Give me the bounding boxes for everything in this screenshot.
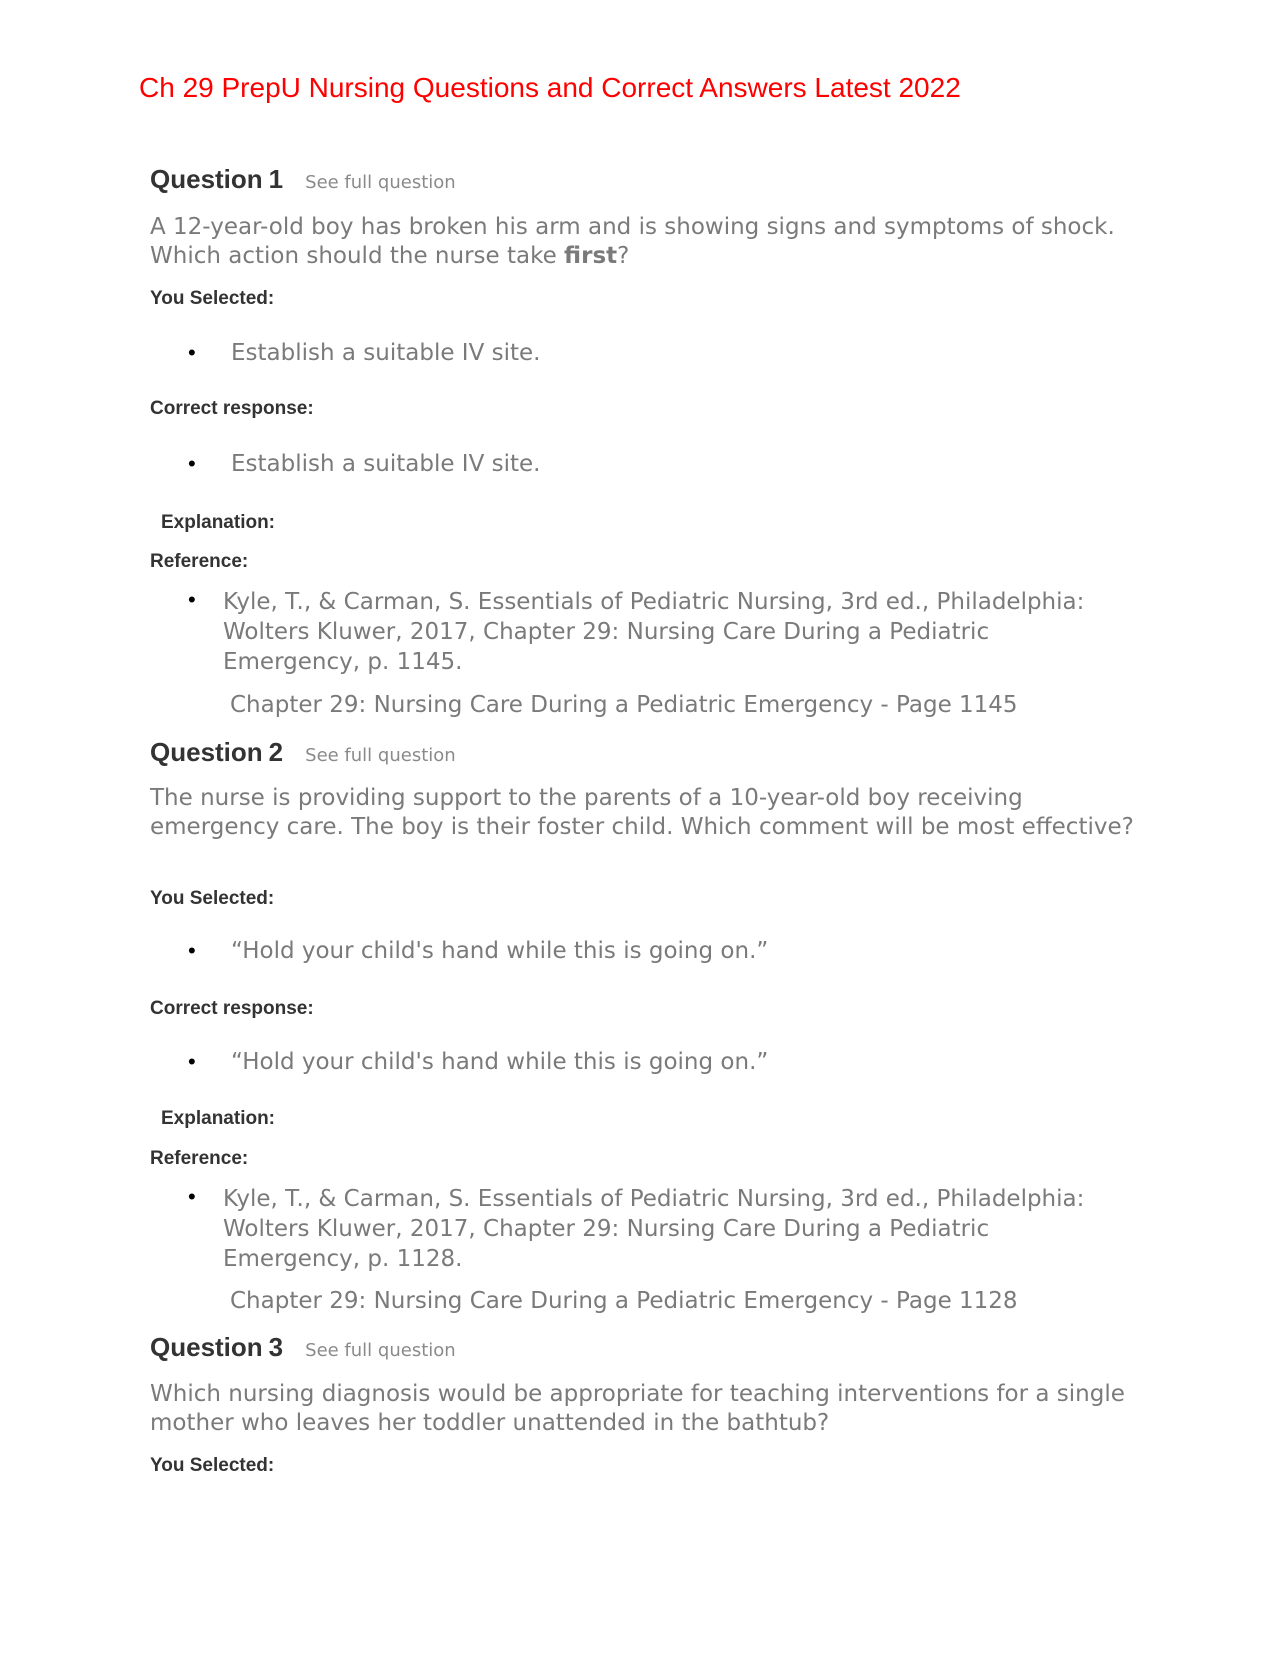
you-selected-label: You Selected: [150,888,275,909]
document-title: Ch 29 PrepU Nursing Questions and Correct Answers Latest 2022 [139,72,961,103]
bullet-icon: • [188,451,196,476]
bullet-icon: • [188,938,196,963]
reference-label: Reference: [150,1148,249,1169]
bullet-icon: • [188,587,196,612]
see-full-question-link[interactable]: See full question [305,172,456,193]
you-selected-label: You Selected: [150,1455,275,1476]
bullet-icon: • [188,1049,196,1074]
question-number: 3 [268,1332,284,1362]
question-number: 2 [268,737,284,767]
correct-response-label: Correct response: [150,398,314,419]
bullet-icon: • [188,1184,196,1209]
reference-text: Kyle, T., & Carman, S. Essentials of Pediatric Nursing, 3rd ed., Philadelphia: Wolters Kluwer, 2017, Chapter 29: Nursing Care During a Pediatric Emergency, p. 1128. [223,1186,1085,1272]
question-number: 1 [268,164,284,194]
question-label: Question [150,164,263,194]
reference-label: Reference: [150,551,249,572]
question-label: Question [150,1332,263,1362]
bullet-icon: • [188,340,196,365]
question-3-header [150,1332,456,1363]
question-3-text: Which nursing diagnosis would be appropriate for teaching interventions for a single mother who leaves her toddler unattended in the bathtub? [150,1381,1125,1436]
question-2-header [150,737,456,768]
correct-response-label: Correct response: [150,998,314,1019]
page-reference: Chapter 29: Nursing Care During a Pediatric Emergency - Page 1128 [230,1288,1018,1314]
reference-text: Kyle, T., & Carman, S. Essentials of Pediatric Nursing, 3rd ed., Philadelphia: Wolters Kluwer, 2017, Chapter 29: Nursing Care During a Pediatric Emergency, p. 1145. [223,589,1085,675]
page-reference: Chapter 29: Nursing Care During a Pediatric Emergency - Page 1145 [230,692,1018,718]
question-1-header [150,164,456,195]
question-1-text: A 12-year-old boy has broken his arm and is showing signs and symptoms of shock. Which action should the nurse take first? [150,214,1115,269]
see-full-question-link[interactable]: See full question [305,745,456,766]
reference-item [188,1184,1108,1274]
question-label: Question [150,737,263,767]
question-2-text: The nurse is providing support to the parents of a 10-year-old boy receiving emergency care. The boy is their foster child. Which comment will be most effective? [150,785,1134,840]
reference-item [188,587,1108,677]
explanation-label: Explanation: [161,1108,276,1129]
you-selected-label: You Selected: [150,288,275,309]
see-full-question-link[interactable]: See full question [305,1340,456,1361]
explanation-label: Explanation: [161,512,276,533]
emphasis-first: first [564,243,618,269]
